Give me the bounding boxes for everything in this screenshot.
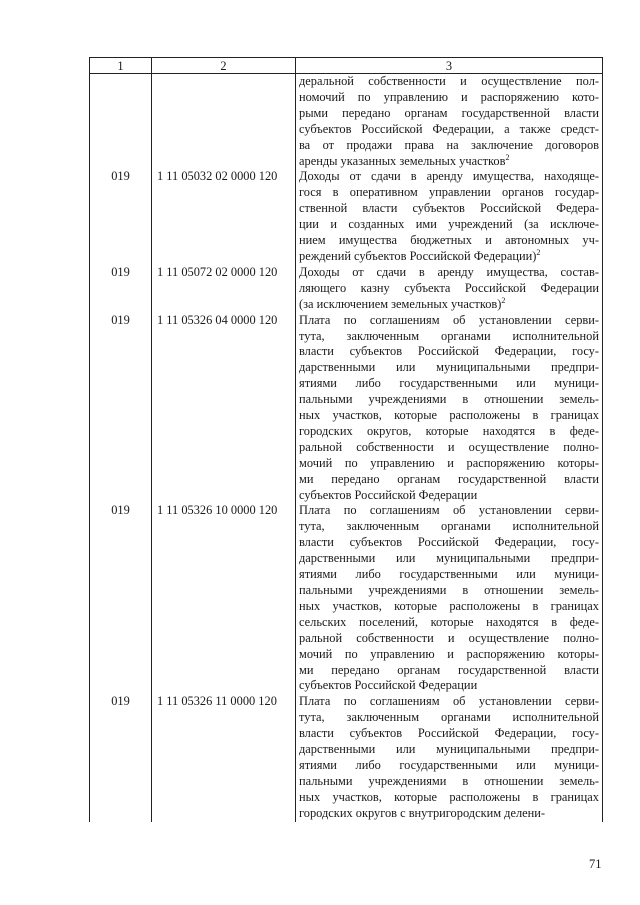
description-line-text: тута, заключенным органами исполнительной — [299, 710, 599, 725]
description-line — [299, 360, 599, 376]
description-line-text: реждений субъектов Российской Федерации) — [299, 248, 537, 263]
description-line — [299, 488, 599, 504]
table-row — [90, 694, 603, 821]
description-line-text: дарственными или муниципальными предпри- — [299, 360, 599, 375]
description-line — [299, 551, 599, 567]
description-line — [299, 74, 599, 90]
description-line-text: субъектов Российской Федерации — [299, 678, 478, 693]
description-line-text: мочий по управлению и распоряжению которы- — [299, 646, 599, 661]
description-line — [299, 726, 599, 742]
footnote-marker: 2 — [501, 295, 506, 305]
description-line-text: гося в оперативном управлении органов государ- — [299, 185, 599, 200]
description-line-text: Плата по соглашениям об установлении серви- — [299, 312, 599, 327]
description-line-text: власти субъектов Российской Федерации, госу- — [299, 535, 599, 550]
description-line — [299, 169, 599, 185]
description-line — [299, 90, 599, 106]
description-line — [299, 599, 599, 615]
description-line — [299, 106, 599, 122]
table-row — [90, 265, 603, 313]
description-line-text: сельских поселений, которые находятся в феде- — [299, 614, 599, 629]
description-line-text: тута, заключенным органами исполнительной — [299, 328, 599, 343]
description-line-text: ных участков, которые расположены в границах — [299, 789, 599, 804]
description-line — [299, 217, 599, 233]
description-line — [299, 376, 599, 392]
description-line-text: Плата по соглашениям об установлении серви- — [299, 694, 599, 709]
revenue-code-cell — [152, 74, 296, 170]
description-line-text: тута, заключенным органами исполнительной — [299, 519, 599, 534]
revenue-description-cell — [296, 503, 603, 694]
description-line-text: мочий по управлению и распоряжению которы- — [299, 455, 599, 470]
revenue-description-cell — [296, 169, 603, 264]
description-line-text: субъектов Российской Федерации — [299, 487, 478, 502]
description-line — [299, 583, 599, 599]
description-line-text: ятиями либо государственными или муници- — [299, 567, 599, 582]
table-row — [90, 169, 603, 264]
description-line-text: власти субъектов Российской Федерации, госу- — [299, 344, 599, 359]
description-line-text: Доходы от сдачи в аренду имущества, находяще- — [299, 169, 599, 184]
description-line-text: власти субъектов Российской Федерации, госу- — [299, 726, 599, 741]
description-line — [299, 344, 599, 360]
description-line-text: дарственными или муниципальными предпри- — [299, 742, 599, 757]
description-line-text: деральной собственности и осуществление пол- — [299, 74, 599, 88]
admin-code-cell: 019 — [90, 313, 152, 504]
description-line — [299, 663, 599, 679]
description-line — [299, 567, 599, 583]
table-body — [90, 74, 603, 822]
header-col-1: 1 — [90, 58, 152, 74]
description-line — [299, 790, 599, 806]
description-line — [299, 233, 599, 249]
description-line — [299, 710, 599, 726]
footnote-marker: 2 — [505, 152, 510, 162]
description-line — [299, 281, 599, 297]
description-line-text: Плата по соглашениям об установлении серви- — [299, 503, 599, 518]
description-line — [299, 249, 599, 265]
description-line — [299, 440, 599, 456]
admin-code-cell: 019 — [90, 503, 152, 694]
description-line-text: Доходы от сдачи в аренду имущества, состав- — [299, 264, 599, 279]
revenue-code-cell: 1 11 05326 10 0000 120 — [152, 503, 296, 694]
description-line — [299, 535, 599, 551]
description-line-text: пальными учреждениями в отношении земель- — [299, 583, 599, 597]
admin-code-cell: 019 — [90, 169, 152, 264]
revenue-description-cell — [296, 694, 603, 821]
revenue-code-cell: 1 11 05326 04 0000 120 — [152, 313, 296, 504]
description-line-text: ляющего казну субъекта Российской Федерации — [299, 280, 599, 295]
description-line — [299, 185, 599, 201]
description-line-text: пальными учреждениями в отношении земель- — [299, 773, 599, 788]
description-line — [299, 122, 599, 138]
description-line-text: ва от продажи права на заключение договоров — [299, 137, 599, 152]
description-line-text: (за исключением земельных участков) — [299, 296, 502, 311]
revenue-code-cell: 1 11 05032 02 0000 120 — [152, 169, 296, 264]
description-line — [299, 313, 599, 329]
table-row — [90, 74, 603, 170]
description-line — [299, 297, 599, 313]
description-line — [299, 503, 599, 519]
description-line-text: ральной собственности и осуществление полно- — [299, 439, 599, 454]
description-line-text: ятиями либо государственными или муници- — [299, 376, 599, 391]
revenue-classification-table — [89, 57, 603, 822]
description-line — [299, 154, 599, 170]
description-line-text: ственной власти субъектов Российской Федера- — [299, 201, 599, 216]
description-line — [299, 647, 599, 663]
description-line — [299, 472, 599, 488]
description-line-text: ции и созданных ими учреждений (за исключе- — [299, 217, 599, 232]
description-line-text: ми передано органам государственной власти — [299, 471, 599, 486]
description-line — [299, 774, 599, 790]
description-line-text: ми передано органам государственной власти — [299, 662, 599, 677]
description-line-text: ятиями либо государственными или муници- — [299, 757, 599, 772]
description-line — [299, 806, 599, 822]
description-line-text: пальными учреждениями в отношении земель- — [299, 392, 599, 407]
description-line — [299, 392, 599, 408]
revenue-code-cell: 1 11 05326 11 0000 120 — [152, 694, 296, 821]
description-line — [299, 758, 599, 774]
description-line-text: дарственными или муниципальными предпри- — [299, 551, 599, 566]
revenue-description-cell — [296, 313, 603, 504]
header-col-2: 2 — [152, 58, 296, 74]
description-line — [299, 201, 599, 217]
description-line — [299, 678, 599, 694]
description-line-text: ных участков, которые расположены в границах — [299, 408, 599, 423]
admin-code-cell: 019 — [90, 694, 152, 821]
description-line — [299, 631, 599, 647]
description-line-text: аренды указанных земельных участков — [299, 153, 506, 168]
table-row — [90, 313, 603, 504]
description-line — [299, 329, 599, 345]
description-line-text: номочий по управлению и распоряжению кото- — [299, 89, 599, 104]
table-row — [90, 503, 603, 694]
description-line-text: городских округов с внутригородским делени- — [299, 805, 546, 820]
revenue-code-cell: 1 11 05072 02 0000 120 — [152, 265, 296, 313]
page-number: 71 — [589, 857, 602, 871]
description-line — [299, 408, 599, 424]
header-row — [90, 58, 603, 74]
table-header — [90, 58, 603, 74]
footnote-marker: 2 — [536, 247, 541, 257]
revenue-description-cell — [296, 74, 603, 170]
description-line-text: нием имущества бюджетных и автономных уч- — [299, 233, 599, 248]
revenue-description-cell — [296, 265, 603, 313]
description-line-text: городских округов, которые находятся в феде- — [299, 423, 599, 438]
header-col-3: 3 — [296, 58, 603, 74]
description-line — [299, 138, 599, 154]
description-line — [299, 424, 599, 440]
description-line — [299, 615, 599, 631]
description-line-text: ральной собственности и осуществление полно- — [299, 630, 599, 645]
description-line — [299, 456, 599, 472]
description-line — [299, 519, 599, 535]
admin-code-cell — [90, 74, 152, 170]
description-line — [299, 265, 599, 281]
description-line-text: ных участков, которые расположены в границах — [299, 598, 599, 613]
description-line — [299, 694, 599, 710]
description-line-text: субъектов Российской Федерации, а также средст- — [299, 121, 599, 136]
description-line — [299, 742, 599, 758]
admin-code-cell: 019 — [90, 265, 152, 313]
description-line-text: рыми передано органам государственной власти — [299, 105, 599, 120]
